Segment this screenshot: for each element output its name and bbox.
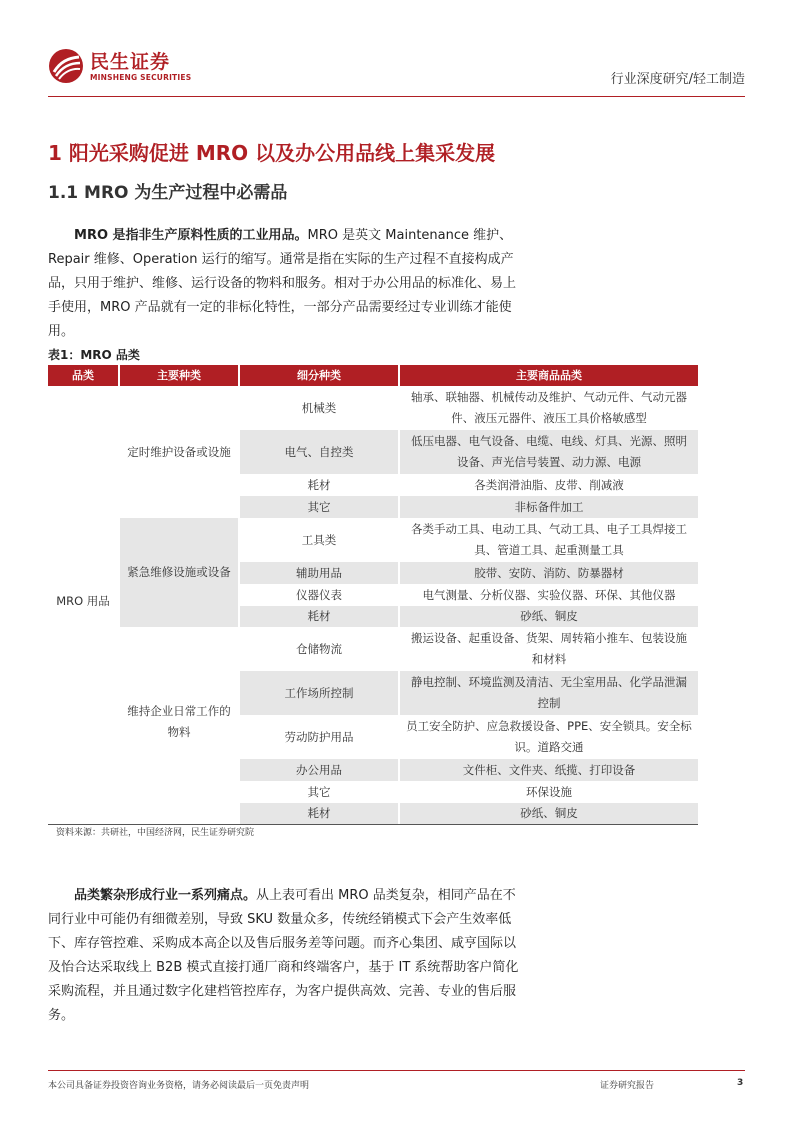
table-items-cell: 文件柜、文件夹、纸揽、打印设备 [400,759,698,781]
company-logo [48,44,208,90]
paragraph-line: 务。 [48,1008,75,1023]
table-items-cell: 各类润滑油脂、皮带、削减液 [474,477,624,492]
table-items-cell: 各类手动工具、电动工具、气动工具、电子工具焊接工具、管道工具、起重测量工具 [411,522,687,557]
table-subcategory-cell: 其它 [240,496,398,518]
table-group-cell: 定时维护设备或设施 [127,444,231,459]
table-header-cell: 主要商品品类 [400,365,698,386]
paragraph-line: MRO 是指非生产原料性质的工业用品。MRO 是英文 Maintenance 维护、 [74,228,513,243]
table-items-cell: 环保设施 [526,784,572,799]
table-subcategory-cell: 劳动防护用品 [284,729,354,744]
table-source-note: 资料来源：共研社，中国经济网，民生证券研究院 [56,828,255,838]
footer-disclaimer: 本公司具备证券投资咨询业务资格，请务必阅读最后一页免责声明 [48,1081,310,1091]
paragraph-line: 同行业中可能仍有细微差别，导致 SKU 数量众多，传统经销模式下会产生效率低 [48,912,512,927]
table-caption: 表1：MRO 品类 [48,348,140,362]
table-subcategory-cell: 工作场所控制 [240,671,398,715]
table-items-cell: 胶带、安防、消防、防暴器材 [400,562,698,584]
logo-english-name: MINSHENG SECURITIES [90,73,192,82]
report-category: 行业深度研究/轻工制造 [610,72,745,87]
paragraph-line: 及怡合达采取线上 B2B 模式直接打通厂商和终端客户，基于 IT 系统帮助客户简化 [48,960,519,975]
table-items-cell: 搬运设备、起重设备、货架、周转箱小推车、包装设施和材料 [411,631,687,666]
table-items-cell: 砂纸、铜皮 [400,803,698,824]
page-header [48,44,745,96]
subsection-heading: 1.1 MRO 为生产过程中必需品 [48,183,288,203]
footer-report-type: 证券研究报告 [600,1081,655,1091]
table-subcategory-cell: 电气、自控类 [240,430,398,474]
header-divider [48,96,745,97]
paragraph-line: 用。 [48,324,75,339]
table-items-cell: 员工安全防护、应急救援设备、PPE、安全锁具。安全标识。道路交通 [406,719,692,754]
table-group-cell: 紧急维修设施或设备 [120,518,238,627]
table-subcategory-cell: 耗材 [307,477,331,492]
table-subcategory-cell: 机械类 [301,400,337,415]
table-subcategory-cell: 工具类 [301,532,337,547]
table-items-cell: 低压电器、电气设备、电缆、电线、灯具、光源、照明设备、声光信号装置、动力源、电源 [400,430,698,474]
table-items-cell: 砂纸、铜皮 [400,606,698,627]
table-group-cell: 维持企业日常工作的物料 [127,704,231,739]
table-items-cell: 轴承、联轴器、机械传动及维护、气动元件、气动元器件、液压元器件、液压工具价格敏感型 [411,390,687,425]
table-category-cell: MRO 用品 [56,594,110,608]
pain-points-paragraph [48,884,528,1028]
table-header-cell: 品类 [48,365,118,386]
paragraph-lead: MRO 是指非生产原料性质的工业用品。 [74,228,308,243]
paragraph-lead: 品类繁杂形成行业一系列痛点。 [74,888,257,903]
table-items-cell: 非标备件加工 [400,496,698,518]
paragraph-line: 采购流程，并且通过数字化建档管控库存，为客户提供高效、完善、专业的售后服 [48,984,517,999]
paragraph-line: 下、库存管控难、采购成本高企以及售后服务差等问题。而齐心集团、咸亨国际以 [48,936,517,951]
page-number: 3 [737,1078,744,1088]
table-subcategory-cell: 耗材 [240,606,398,627]
intro-paragraph [48,224,528,344]
footer-divider [48,1070,745,1071]
logo-chinese-name: 民生证券 [90,51,171,73]
table-subcategory-cell: 仓储物流 [296,641,342,656]
paragraph-line: Repair 维修、Operation 运行的缩写。通常是指在实际的生产过程不直接构成产 [48,252,514,267]
paragraph-line: 手使用，MRO 产品就有一定的非标化特性，一部分产品需要经过专业训练才能使 [48,300,512,315]
table-header-row [48,365,698,386]
paragraph-line: 品，只用于维护、维修、运行设备的物料和服务。相对于办公用品的标准化、易上 [48,276,517,291]
table-subcategory-cell: 耗材 [240,803,398,824]
table-subcategory-cell: 辅助用品 [240,562,398,584]
table-items-cell: 电气测量、分析仪器、实验仪器、环保、其他仪器 [422,587,676,602]
table-subcategory-cell: 办公用品 [240,759,398,781]
table-header-cell: 细分种类 [240,365,398,386]
section-heading: 1 阳光采购促进 MRO 以及办公用品线上集采发展 [48,141,496,165]
table-header-cell: 主要种类 [120,365,238,386]
paragraph-line: 品类繁杂形成行业一系列痛点。从上表可看出 MRO 品类复杂，相同产品在不 [74,888,516,903]
table-subcategory-cell: 仪器仪表 [296,587,342,602]
table-items-cell: 静电控制、环境监测及清洁、无尘室用品、化学品泄漏控制 [400,671,698,715]
table-subcategory-cell: 其它 [307,784,331,799]
minsheng-logo-icon [48,48,84,84]
